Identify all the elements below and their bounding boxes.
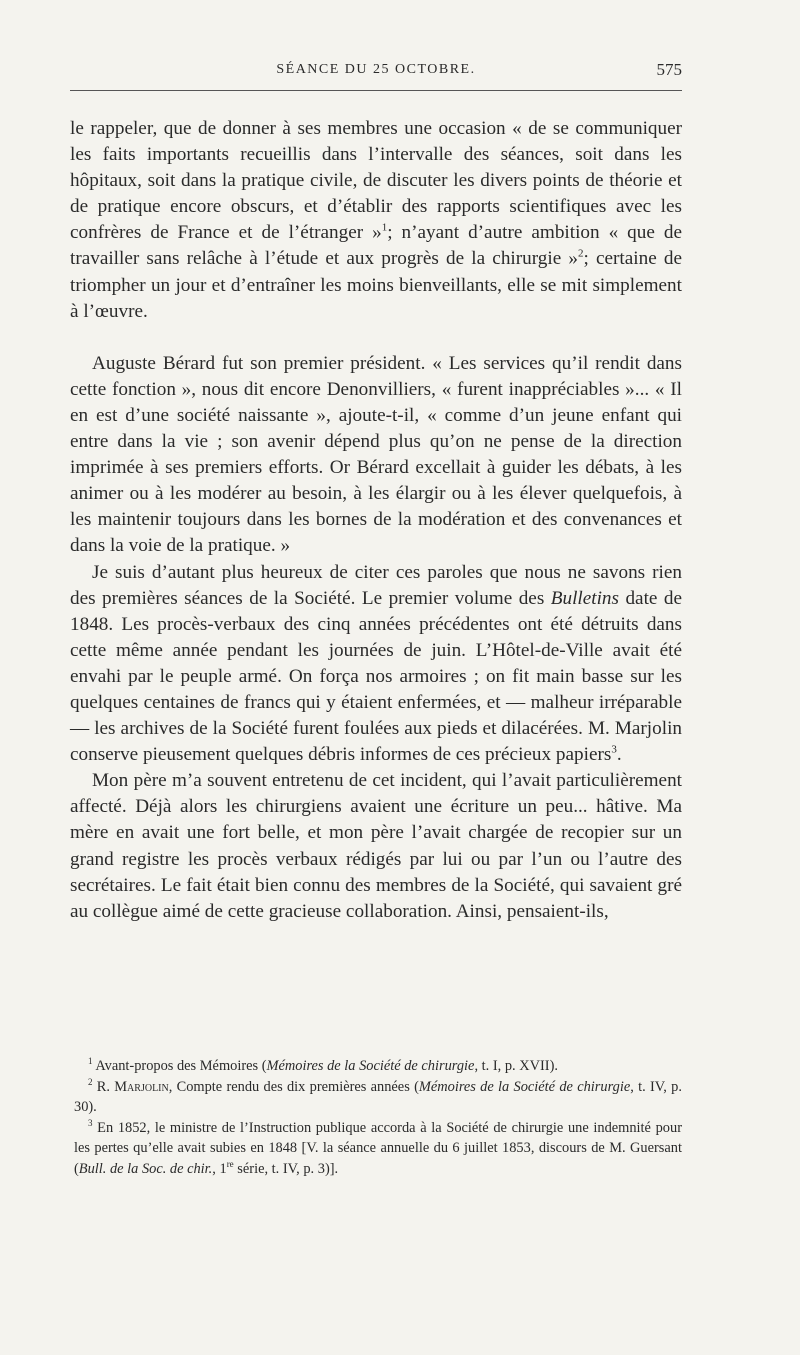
paragraph-1-part-c: ; certaine de triompher un jour et d’entraîner les moins bienveillants, elle se mit simplement à l’œuvre. <box>70 248 682 322</box>
footnote-1 <box>74 1056 682 1077</box>
paragraph-2: Auguste Bérard fut son premier président. « Les services qu’il rendit dans cette fonction », nous dit encore Denonvilliers, « furent inappréciables »... « Il en est d’une société naissante », ajoute-t-il, « comme d’un jeune enfant qui entre dans la vie ; son avenir dépend plus qu’on ne pense de la direction imprimée à ses premiers efforts. Or Bérard excellait à guider les débats, à les animer ou à les modérer au besoin, à les élargir ou à les élever quelquefois, à les maintenir toujours dans les bornes de la modération et des convenances et dans la voie de la pratique. » <box>70 352 682 557</box>
footnote-3-text-c: série, t. IV, p. 3)]. <box>233 1160 339 1177</box>
paragraph-4: Mon père m’a souvent entretenu de cet incident, qui l’avait particulièrement affecté. Déjà alors les chirurgiens avaient une écriture un peu... hâtive. Ma mère en avait une fort belle, et mon père l’avait chargée de recopier sur un grand registre les procès verbaux rédigés par lui ou par l’un ou l’autre des secrétaires. Le fait était bien connu des membres de la Société, qui savaient gré au collègue aimé de cette gracieuse collaboration. Ainsi, pensaient-ils, <box>70 770 682 922</box>
running-head: SÉANCE DU 25 OCTOBRE. <box>276 62 476 77</box>
footnote-ref-1: 1 <box>381 221 388 234</box>
footnote-2-text-b: , Compte rendu des dix premières années ( <box>168 1078 419 1095</box>
page-header <box>70 62 682 91</box>
paragraph-3-part-c: . <box>616 744 622 766</box>
footnote-1-text-b: , t. I, p. XVII). <box>474 1058 558 1074</box>
bulletins-title: Bulletins <box>550 587 619 609</box>
footnote-ref-3: 3 <box>611 743 617 756</box>
footnote-3-text-a: En 1852, le ministre de l’Instruction publique accorda à la Société de chirurgie une indemnité pour les pertes qu’elle avait subies en 1848 [V. la séance annuelle du 6 juillet 1853, discours de M. Guersant ( <box>74 1119 682 1177</box>
footnote-2-italic: Mémoires de la Société de chirurgie <box>418 1078 631 1095</box>
paragraph-3-part-b: date de 1848. Les procès-verbaux des cinq années précédentes ont été détruits dans cette même année pendant les journées de juin. L’Hôtel-de-Ville avait été envahi par le peuple armé. On força nos armoires ; on fit main basse sur les quelques centaines de francs qui y étaient enfermées, et — malheur irréparable — les archives de la Société furent foulées aux pieds et dilacérées. M. Marjolin conserve pieusement quelques débris informes de ces précieux papiers <box>70 587 682 766</box>
footnote-1-italic: Mémoires de la Société de chirurgie <box>266 1058 475 1074</box>
footnote-2 <box>74 1077 682 1118</box>
footnote-2-text-c: , t. IV, p. 30). <box>74 1078 682 1116</box>
paragraph-1-part-a: le rappeler, que de donner à ses membres une occasion « de se communiquer les faits importants recueillis dans l’intervalle des séances, soit dans les hôpitaux, soit dans la pratique civile, de discuter les divers points de théorie et de pratique encore obscurs, et d’établir des rapports scientifiques avec les confrères de France et de l’étranger » <box>70 118 682 244</box>
paragraph-3 <box>70 560 682 769</box>
footnote-mark-1: 1 <box>88 1056 93 1067</box>
footnote-3-italic: Bull. de la Soc. de chir. <box>78 1160 213 1177</box>
footnote-mark-2: 2 <box>88 1076 93 1087</box>
paragraph-1-part-b: ; n’ayant d’autre ambition « que de travailler sans relâche à l’étude et aux progrès de la chirurgie » <box>70 222 682 270</box>
footnote-ref-2: 2 <box>577 248 584 261</box>
footnote-3-text-b: , 1 <box>212 1160 227 1177</box>
footnote-mark-3: 3 <box>88 1117 93 1128</box>
footnote-1-text-a: Avant-propos des Mémoires ( <box>95 1058 267 1074</box>
footnote-2-author: Marjolin <box>114 1078 169 1095</box>
main-text <box>70 116 682 925</box>
footnote-2-text-a: R. <box>96 1078 110 1095</box>
page-number: 575 <box>656 60 682 79</box>
footnotes <box>74 1056 682 1180</box>
paragraph-1 <box>70 116 682 325</box>
footnote-3-superscript: re <box>226 1159 234 1170</box>
paragraph-3-part-a: Je suis d’autant plus heureux de citer ces paroles que nous ne savons rien des premières séances de la Société. Le premier volume des <box>70 561 682 609</box>
footnote-3 <box>74 1118 682 1180</box>
